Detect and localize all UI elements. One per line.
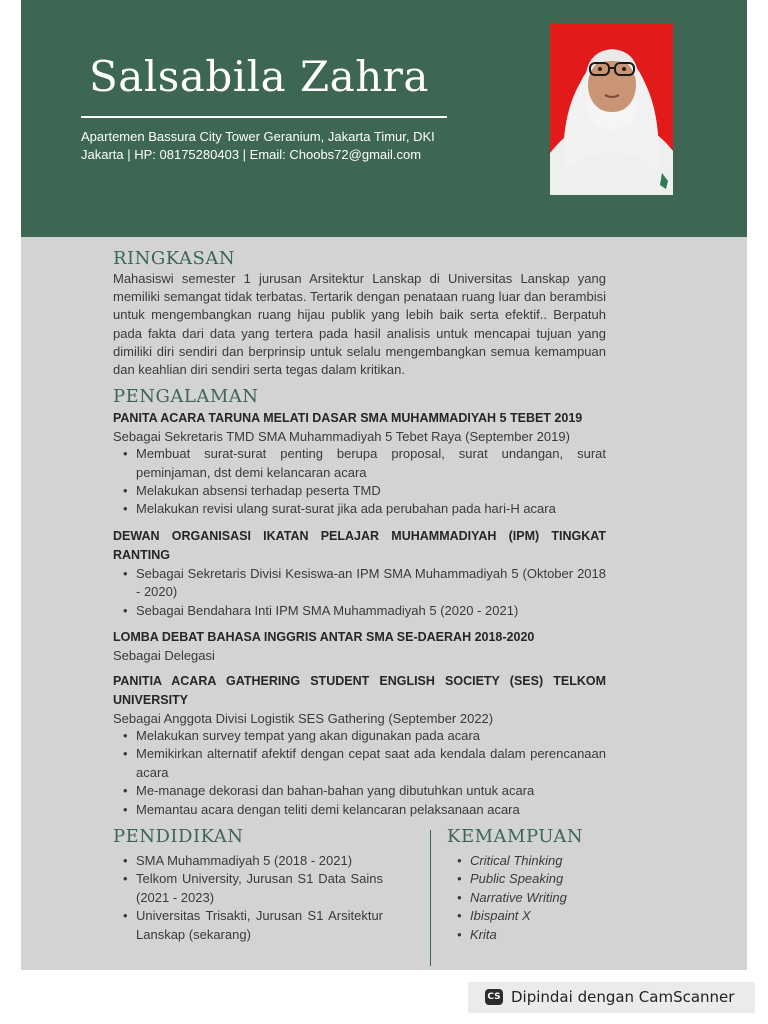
experience-item — [113, 527, 606, 620]
education-item: • Telkom University, Jurusan S1 Data Sains (2021 - 2023) — [136, 870, 383, 907]
skills-list — [447, 852, 667, 944]
experience-bullet: • Sebagai Sekretaris Divisi Kesiswa-an IPM SMA Muhammadiyah 5 (Oktober 2018 - 2020) — [136, 565, 606, 602]
education-item: • Universitas Trisakti, Jurusan S1 Arsitektur Lanskap (sekarang) — [136, 907, 383, 944]
education-heading: PENDIDIKAN — [113, 826, 244, 847]
experience-role: Sebagai Sekretaris TMD SMA Muhammadiyah 5 Tebet Raya (September 2019) — [113, 429, 570, 445]
experience-bullet: • Memantau acara dengan teliti demi kelancaran pelaksanaan acara — [136, 801, 606, 819]
skill-item: • Narrative Writing — [470, 889, 667, 907]
education-section — [113, 826, 383, 944]
experience-org: PANITIA ACARA GATHERING STUDENT ENGLISH SOCIETY (SES) TELKOM UNIVERSITY — [113, 674, 606, 708]
experience-heading: PENGALAMAN — [113, 386, 259, 408]
resume-header — [21, 0, 747, 237]
candidate-name: Salsabila Zahra — [89, 52, 429, 101]
experience-bullets — [113, 565, 606, 620]
experience-bullets — [113, 445, 606, 519]
experience-bullet: • Me-manage dekorasi dan bahan-bahan yang dibutuhkan untuk acara — [136, 782, 606, 800]
camscanner-watermark — [468, 982, 755, 1013]
skill-item: • Public Speaking — [470, 870, 667, 888]
bottom-section — [113, 826, 669, 966]
skill-item: • Krita — [470, 926, 667, 944]
experience-bullet: • Membuat surat-surat penting berupa proposal, surat undangan, surat peminjaman, dst demi kelancaran acara — [136, 445, 606, 482]
contact-address-line: Apartemen Bassura City Tower Geranium, Jakarta Timur, DKI — [81, 129, 435, 144]
resume-page — [21, 0, 747, 970]
experience-bullets — [113, 727, 606, 819]
education-list — [113, 852, 383, 944]
experience-bullet: • Memikirkan alternatif afektif dengan cepat saat ada kendala dalam perencanaan acara — [136, 745, 606, 782]
contact-phone-email-line: Jakarta | HP: 08175280403 | Email: Choobs72@gmail.com — [81, 147, 422, 162]
summary-heading: RINGKASAN — [113, 248, 236, 269]
experience-role: Sebagai Anggota Divisi Logistik SES Gathering (September 2022) — [113, 711, 494, 727]
experience-bullet: • Melakukan absensi terhadap peserta TMD — [136, 482, 606, 500]
profile-photo-illustration — [550, 23, 673, 195]
contact-info — [81, 128, 461, 164]
name-divider — [81, 116, 447, 118]
main-content — [113, 248, 606, 819]
experience-org: LOMBA DEBAT BAHASA INGGRIS ANTAR SMA SE-DAERAH 2018-2020 — [113, 630, 535, 645]
experience-item — [113, 628, 606, 664]
experience-bullet: • Sebagai Bendahara Inti IPM SMA Muhammadiyah 5 (2020 - 2021) — [136, 602, 606, 620]
experience-role: Sebagai Delegasi — [113, 648, 215, 664]
experience-item — [113, 672, 606, 819]
experience-item — [113, 409, 606, 519]
experience-org: PANITA ACARA TARUNA MELATI DASAR SMA MUHAMMADIYAH 5 TEBET 2019 — [113, 411, 583, 426]
experience-bullet: • Melakukan survey tempat yang akan digunakan pada acara — [136, 727, 606, 745]
summary-text: Mahasiswi semester 1 jurusan Arsitektur Lanskap di Universitas Lanskap yang memiliki semangat tidak terbatas. Tertarik dengan penataan ruang luar dan berambisi untuk mengembangkan ruang hijau publik yang lebih baik serta efektif.. Berpatuh pada fakta dari data yang tertera pada hasil analisis untuk mencapai tujuan yang dimiliki diri sendiri dan berprinsip untuk selalu mengembangkan semua kemampuan dan keahlian diri sendiri serta tegas dalam kritikan. — [113, 271, 606, 378]
skill-item: • Critical Thinking — [470, 852, 667, 870]
experience-bullet: • Melakukan revisi ulang surat-surat jika ada perubahan pada hari-H acara — [136, 500, 606, 518]
camscanner-logo-icon: CS — [485, 989, 503, 1005]
section-divider — [430, 830, 431, 966]
profile-photo — [550, 23, 673, 195]
skills-section — [447, 826, 667, 944]
education-item: • SMA Muhammadiyah 5 (2018 - 2021) — [136, 852, 383, 870]
camscanner-text: Dipindai dengan CamScanner — [511, 988, 735, 1006]
skill-item: • Ibispaint X — [470, 907, 667, 925]
skills-heading: KEMAMPUAN — [447, 826, 584, 847]
experience-org: DEWAN ORGANISASI IKATAN PELAJAR MUHAMMADIYAH (IPM) TINGKAT RANTING — [113, 528, 606, 562]
